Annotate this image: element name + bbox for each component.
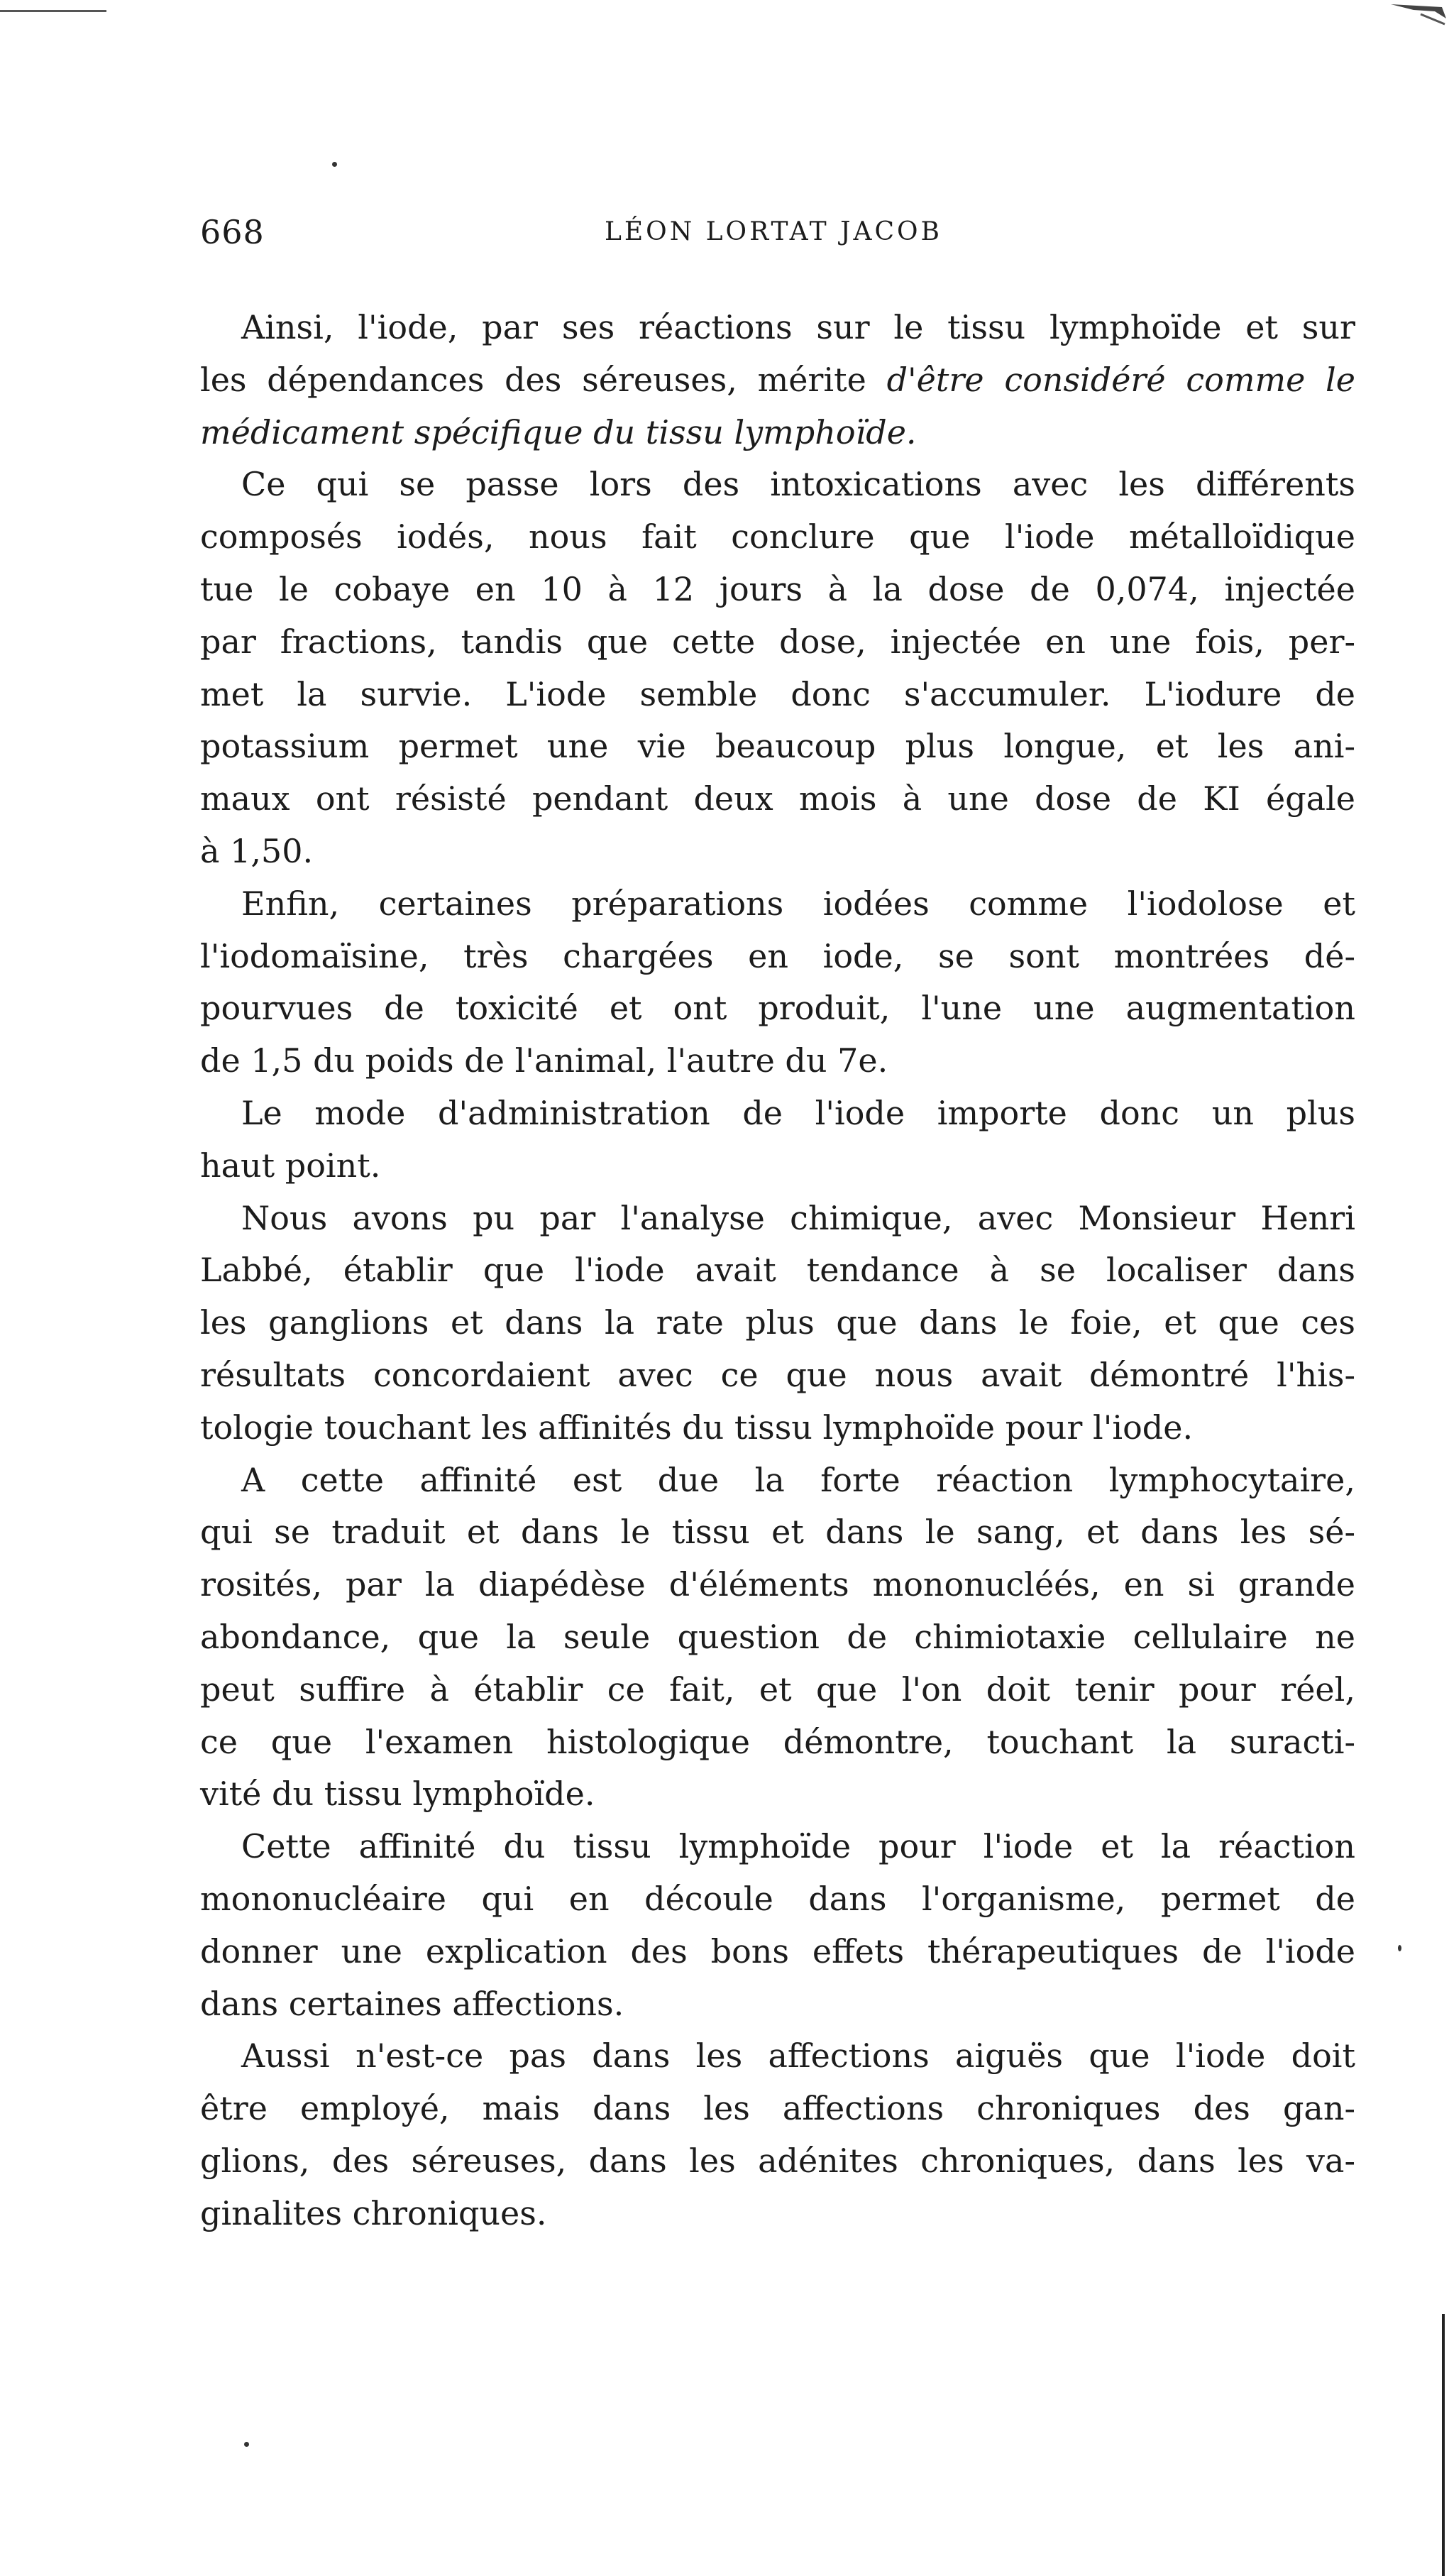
text-line: [200, 2188, 1355, 2240]
text-line: [200, 459, 1355, 511]
text-line: [200, 1140, 1355, 1193]
page-header: [200, 213, 1378, 256]
text-line: [200, 1821, 1355, 1873]
line-text: à 1,50.: [200, 831, 314, 870]
line-text: ginalites chroniques.: [200, 2193, 547, 2232]
scan-edge-mark: [0, 10, 106, 12]
line-text: qui se traduit et dans le tissu et dans le sang, et dans les sé-: [200, 1513, 1355, 1552]
line-text: l'iodomaïsine, très chargées en iode, se sont montrées dé-: [200, 936, 1355, 975]
paragraph: [200, 1821, 1355, 2030]
line-text: Aussi n'est-ce pas dans les affections aiguës que l'iode doit: [241, 2037, 1355, 2076]
line-text: résultats concordaient avec ce que nous avait démontré l'his-: [200, 1355, 1355, 1394]
text-line: [200, 1244, 1355, 1297]
line-text: A cette affinité est due la forte réaction lymphocytaire,: [241, 1460, 1355, 1499]
line-text: haut point.: [200, 1146, 381, 1185]
line-text: rosités, par la diapédèse d'éléments mononucléés, en si grande: [200, 1565, 1355, 1604]
text-line: [200, 2083, 1355, 2135]
line-text: ce que l'examen histologique démontre, touchant la suracti-: [200, 1722, 1355, 1761]
line-text: être employé, mais dans les affections chroniques des gan-: [200, 2089, 1355, 2128]
text-line: [200, 2030, 1355, 2083]
text-line: [200, 302, 1355, 354]
line-text: vité du tissu lymphoïde.: [200, 1775, 595, 1814]
line-text: tologie touchant les affinités du tissu lymphoïde pour l'iode.: [200, 1408, 1194, 1447]
text-line: [200, 773, 1355, 826]
line-text: donner une explication des bons effets thérapeutiques de l'iode: [200, 1931, 1355, 1971]
text-line: [200, 1559, 1355, 1611]
text-line: [200, 1035, 1355, 1087]
line-text: de 1,5 du poids de l'animal, l'autre du 7e.: [200, 1041, 888, 1080]
text-line: [200, 931, 1355, 983]
text-line: [200, 407, 1355, 459]
paragraph: [200, 1454, 1355, 1821]
text-line: [200, 1454, 1355, 1507]
page-number: 668: [200, 213, 265, 251]
text-line: [200, 1402, 1355, 1454]
paragraph: [200, 878, 1355, 1087]
text-line: [200, 1506, 1355, 1559]
text-line: [200, 720, 1355, 773]
line-text: peut suffire à établir ce fait, et que l'on doit tenir pour réel,: [200, 1670, 1355, 1709]
line-text: Enfin, certaines préparations iodées comme l'iodolose et: [241, 884, 1355, 923]
scan-corner-mark: [1385, 0, 1449, 28]
line-text: met la survie. L'iode semble donc s'accumuler. L'iodure de: [200, 674, 1355, 713]
paragraph: [200, 2030, 1355, 2240]
line-text: par fractions, tandis que cette dose, injectée en une fois, per-: [200, 622, 1355, 661]
line-text: Ainsi, l'iode, par ses réactions sur le tissu lymphoïde et sur: [241, 308, 1355, 346]
text-line: [200, 1087, 1355, 1140]
body-text: [200, 302, 1355, 2240]
text-line: [200, 1768, 1355, 1821]
italic-text: médicament spécifique du tissu lymphoïde.: [200, 412, 917, 451]
line-text: Le mode d'administration de l'iode importe donc un plus: [241, 1093, 1355, 1132]
line-text: les dépendances des séreuses, mérite: [200, 360, 887, 399]
text-line: [200, 826, 1355, 878]
speck: [332, 162, 337, 167]
italic-text: d'être considéré comme le: [886, 360, 1355, 399]
paragraph: [200, 1193, 1355, 1454]
text-line: [200, 354, 1355, 407]
line-text: pourvues de toxicité et ont produit, l'une une augmentation: [200, 989, 1355, 1028]
line-text: dans certaines affections.: [200, 1984, 624, 2023]
line-text: mononucléaire qui en découle dans l'organisme, permet de: [200, 1879, 1355, 1918]
text-line: [200, 1664, 1355, 1716]
line-text: Ce qui se passe lors des intoxications avec les différents: [241, 465, 1355, 504]
text-line: [200, 669, 1355, 721]
text-line: [200, 982, 1355, 1035]
text-line: [200, 878, 1355, 931]
line-text: glions, des séreuses, dans les adénites chroniques, dans les va-: [200, 2141, 1355, 2180]
text-line: [200, 1611, 1355, 1664]
text-line: [200, 1926, 1355, 1978]
text-line: [200, 564, 1355, 616]
running-title: LÉON LORTAT JACOB: [605, 217, 943, 246]
text-line: [200, 2135, 1355, 2188]
text-line: [200, 1716, 1355, 1769]
line-text: Nous avons pu par l'analyse chimique, avec Monsieur Henri: [241, 1198, 1355, 1237]
text-line: [200, 1349, 1355, 1402]
line-text: les ganglions et dans la rate plus que dans le foie, et que ces: [200, 1303, 1355, 1342]
line-text: maux ont résisté pendant deux mois à une dose de KI égale: [200, 779, 1355, 818]
line-text: abondance, que la seule question de chimiotaxie cellulaire ne: [200, 1617, 1355, 1656]
paragraph: [200, 459, 1355, 877]
line-text: tue le cobaye en 10 à 12 jours à la dose de 0,074, injectée: [200, 569, 1355, 608]
line-text: potassium permet une vie beaucoup plus longue, et les ani-: [200, 727, 1355, 766]
speck: [1398, 1945, 1401, 1951]
line-text: Labbé, établir que l'iode avait tendance à se localiser dans: [200, 1251, 1355, 1290]
paragraph: [200, 1087, 1355, 1193]
speck: [244, 2442, 249, 2447]
text-line: [200, 1978, 1355, 2031]
text-line: [200, 1297, 1355, 1349]
text-line: [200, 616, 1355, 669]
paragraph: [200, 302, 1355, 459]
line-text: composés iodés, nous fait conclure que l'iode métalloïdique: [200, 517, 1355, 557]
text-line: [200, 511, 1355, 564]
text-line: [200, 1873, 1355, 1926]
scan-edge-right: [1442, 2314, 1445, 2576]
line-text: Cette affinité du tissu lymphoïde pour l'iode et la réaction: [241, 1827, 1355, 1866]
text-line: [200, 1193, 1355, 1245]
